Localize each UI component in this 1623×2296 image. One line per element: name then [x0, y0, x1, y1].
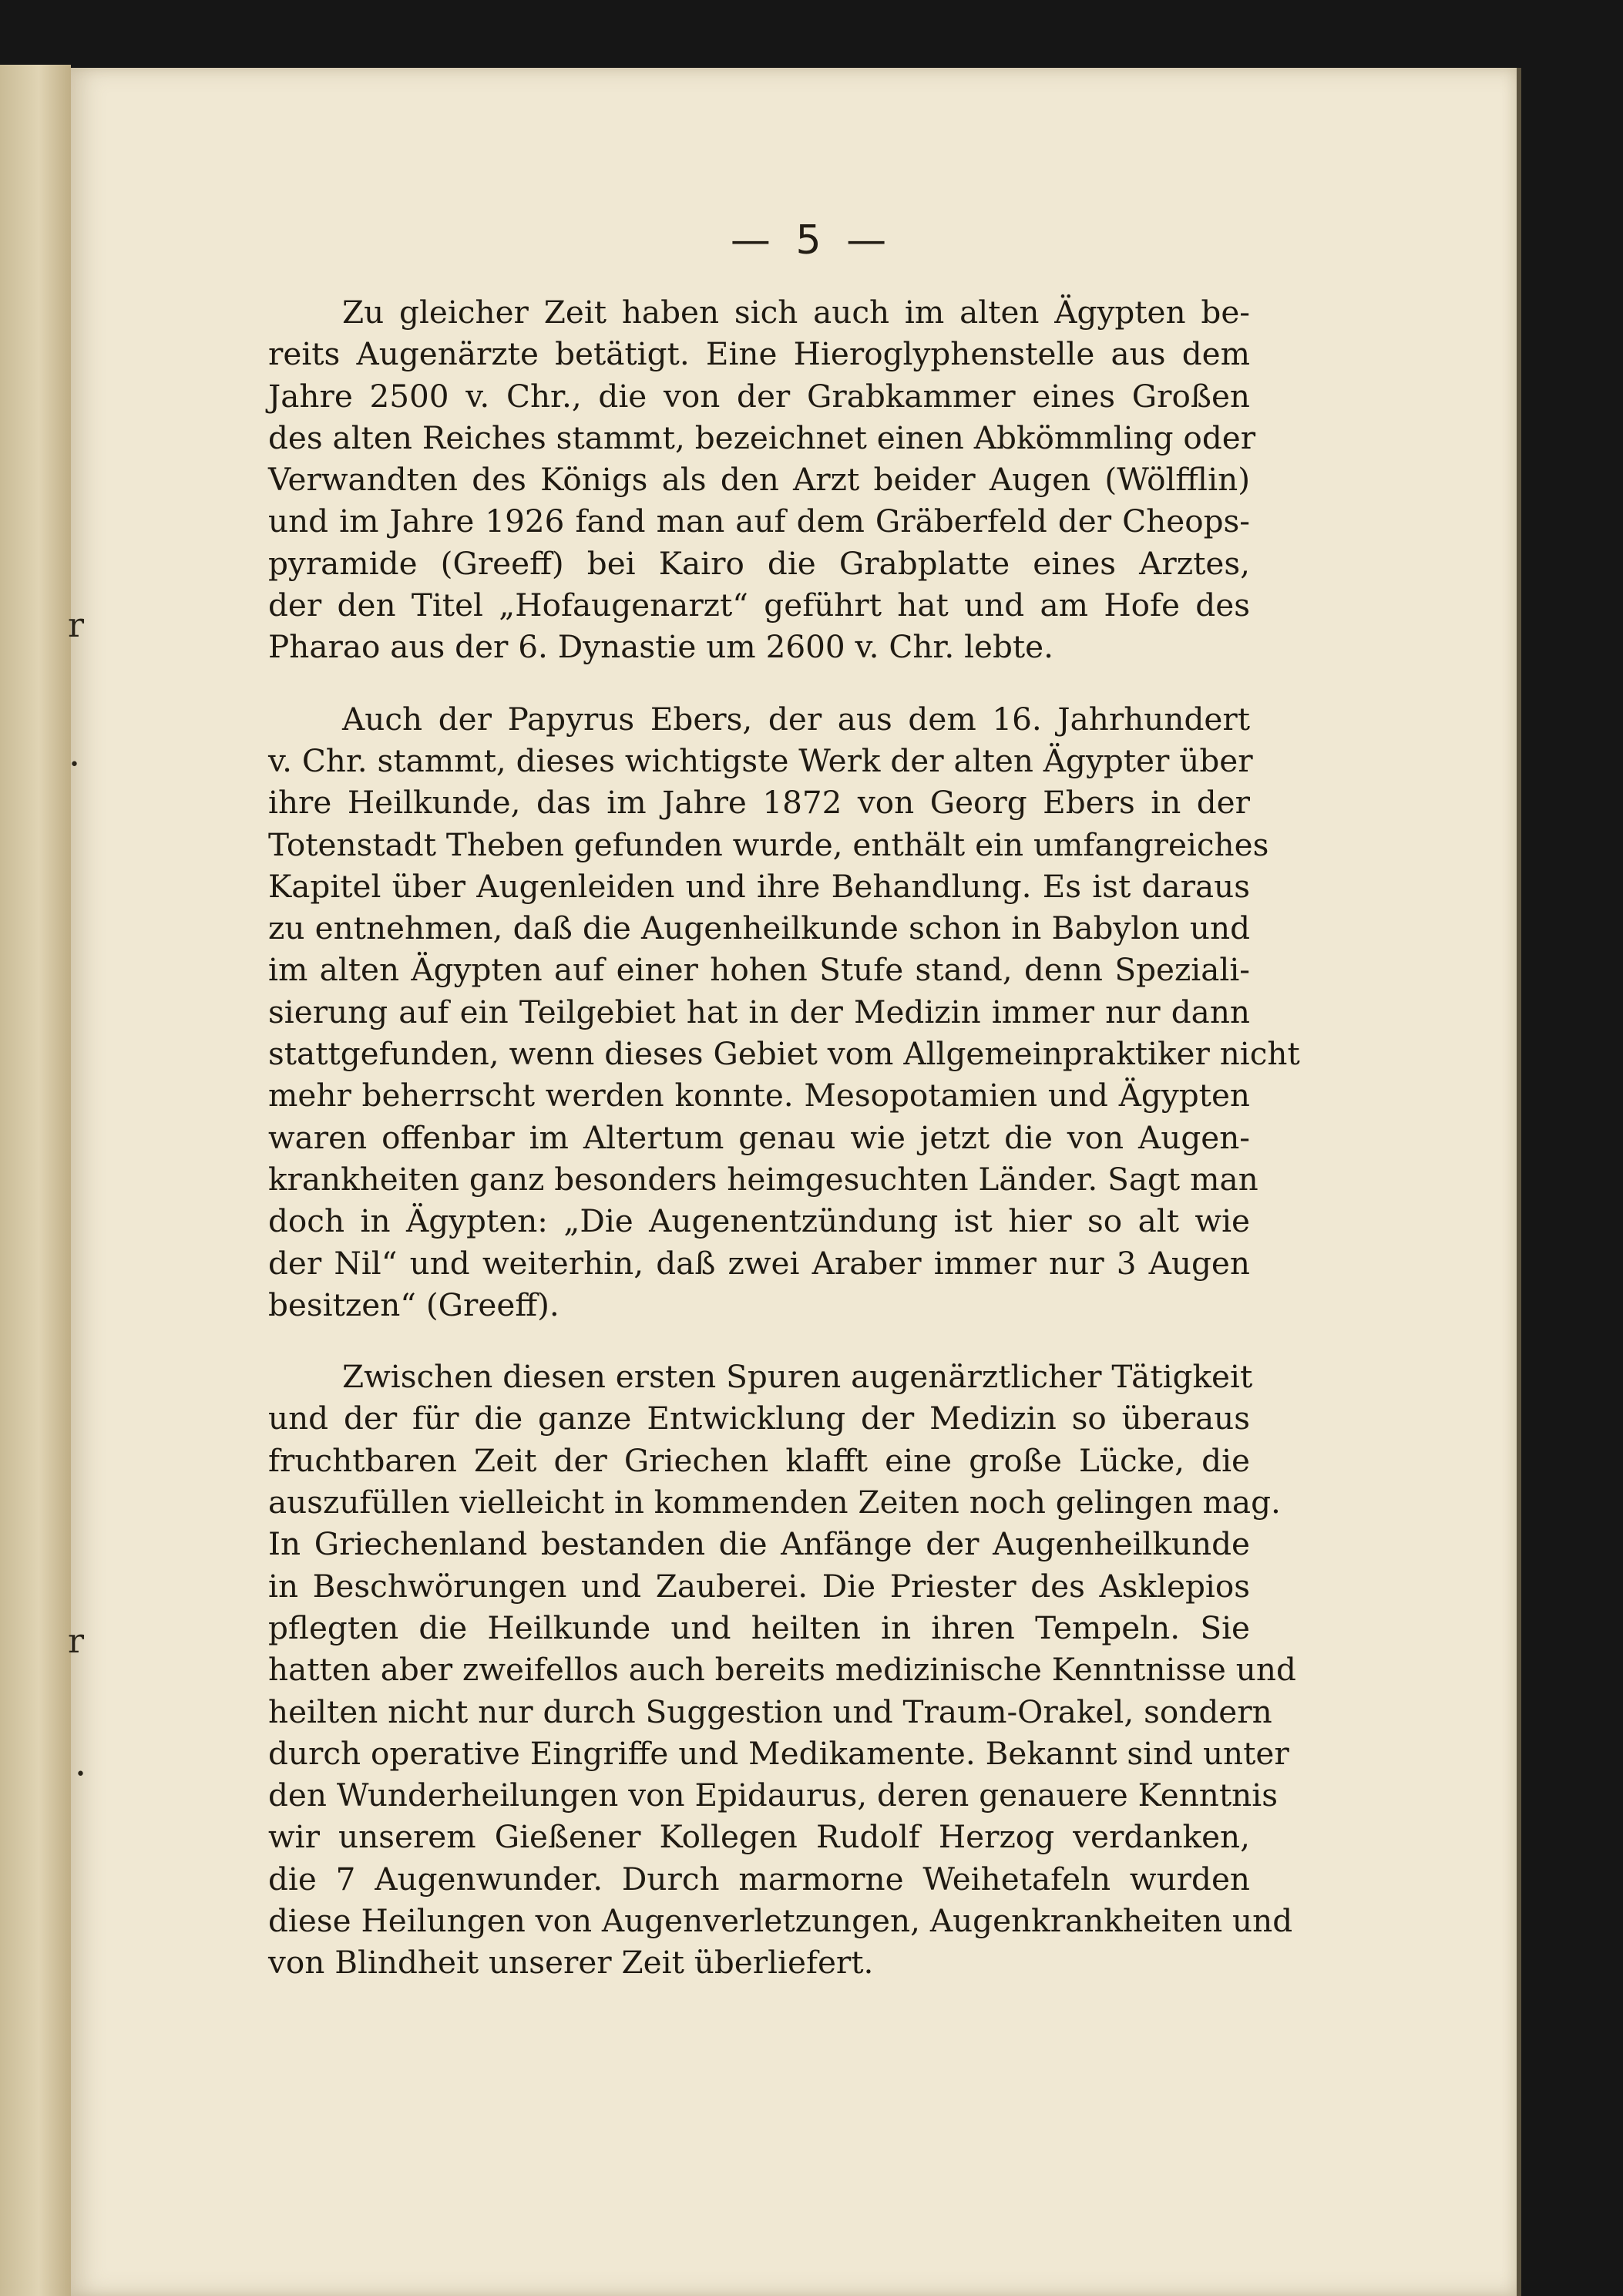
text-line: heilten nicht nur durch Suggestion und Traum-Orakel, sondern: [268, 1693, 1272, 1730]
text-line: Zu gleicher Zeit haben sich auch im alten Ägypten be-: [342, 294, 1250, 331]
text-line: Kapitel über Augenleiden und ihre Behandlung. Es ist daraus: [268, 867, 1250, 905]
text-line: auszufüllen vielleicht in kommenden Zeiten noch gelingen mag.: [268, 1484, 1281, 1521]
text-line: Zwischen diesen ersten Spuren augenärztlicher Tätigkeit: [342, 1358, 1253, 1396]
text-line: hatten aber zweifellos auch bereits medizinische Kenntnisse und: [268, 1651, 1296, 1689]
text-line: krankheiten ganz besonders heimgesuchten Länder. Sagt man: [268, 1160, 1258, 1198]
paragraph: [268, 698, 1300, 1326]
text-line: Totenstadt Theben gefunden wurde, enthält ein umfangreiches: [268, 825, 1269, 863]
text-line: und der für die ganze Entwicklung der Medizin so überaus: [268, 1400, 1250, 1437]
body-text: [268, 291, 1300, 2014]
text-line: von Blindheit unserer Zeit überliefert.: [268, 1944, 874, 1982]
previous-page-edge: [0, 65, 71, 2296]
text-line: wir unserem Gießener Kollegen Rudolf Herzog verdanken,: [268, 1818, 1250, 1856]
text-line: besitzen“ (Greeff).: [268, 1286, 559, 1323]
text-line: ihre Heilkunde, das im Jahre 1872 von Georg Ebers in der: [268, 784, 1250, 822]
paragraph: [268, 291, 1256, 668]
text-line: durch operative Eingriffe und Medikamente. Bekannt sind unter: [268, 1734, 1289, 1772]
text-line: reits Augenärzte betätigt. Eine Hieroglyphenstelle aus dem: [268, 335, 1250, 373]
text-line: Verwandten des Königs als den Arzt beider Augen (Wölfflin): [268, 461, 1250, 499]
text-line: Auch der Papyrus Ebers, der aus dem 16. Jahrhundert: [342, 700, 1250, 738]
text-line: zu entnehmen, daß die Augenheilkunde schon in Babylon und: [268, 909, 1250, 947]
margin-mark: r: [68, 606, 85, 645]
page-number: — 5 —: [730, 217, 893, 264]
text-line: den Wunderheilungen von Epidaurus, deren genauere Kenntnis: [268, 1777, 1278, 1814]
margin-mark: •: [69, 755, 79, 775]
text-line: fruchtbaren Zeit der Griechen klafft eine große Lücke, die: [268, 1441, 1250, 1479]
text-line: der den Titel „Hofaugenarzt“ geführt hat und am Hofe des: [268, 587, 1250, 624]
text-line: waren offenbar im Altertum genau wie jetzt die von Augen-: [268, 1118, 1250, 1156]
text-line: pflegten die Heilkunde und heilten in ihren Tempeln. Sie: [268, 1609, 1250, 1646]
text-line: pyramide (Greeff) bei Kairo die Grabplatte eines Arztes,: [268, 544, 1250, 582]
text-line: stattgefunden, wenn dieses Gebiet vom Allgemeinpraktiker nicht: [268, 1035, 1300, 1073]
margin-mark: •: [76, 1765, 86, 1784]
text-line: Jahre 2500 v. Chr., die von der Grabkammer eines Großen: [268, 377, 1250, 415]
text-line: In Griechenland bestanden die Anfänge der Augenheilkunde: [268, 1525, 1250, 1563]
text-line: sierung auf ein Teilgebiet hat in der Medizin immer nur dann: [268, 993, 1250, 1030]
text-line: des alten Reiches stammt, bezeichnet einen Abkömmling oder: [268, 419, 1256, 456]
paragraph: [268, 1356, 1296, 1983]
text-line: v. Chr. stammt, dieses wichtigste Werk der alten Ägypter über: [268, 741, 1253, 779]
text-line: und im Jahre 1926 fand man auf dem Gräberfeld der Cheops-: [268, 503, 1250, 540]
text-line: diese Heilungen von Augenverletzungen, Augenkrankheiten und: [268, 1901, 1293, 1939]
text-line: im alten Ägypten auf einer hohen Stufe stand, denn Speziali-: [268, 951, 1250, 989]
text-line: in Beschwörungen und Zauberei. Die Priester des Asklepios: [268, 1567, 1250, 1605]
text-line: der Nil“ und weiterhin, daß zwei Araber immer nur 3 Augen: [268, 1244, 1250, 1282]
text-line: Pharao aus der 6. Dynastie um 2600 v. Chr. lebte.: [268, 628, 1054, 666]
page-right-edge: [1517, 68, 1521, 2296]
margin-mark: r: [68, 1622, 85, 1661]
text-line: die 7 Augenwunder. Durch marmorne Weihetafeln wurden: [268, 1860, 1250, 1898]
text-line: mehr beherrscht werden konnte. Mesopotamien und Ägypten: [268, 1077, 1250, 1114]
text-line: doch in Ägypten: „Die Augenentzündung ist hier so alt wie: [268, 1202, 1250, 1240]
